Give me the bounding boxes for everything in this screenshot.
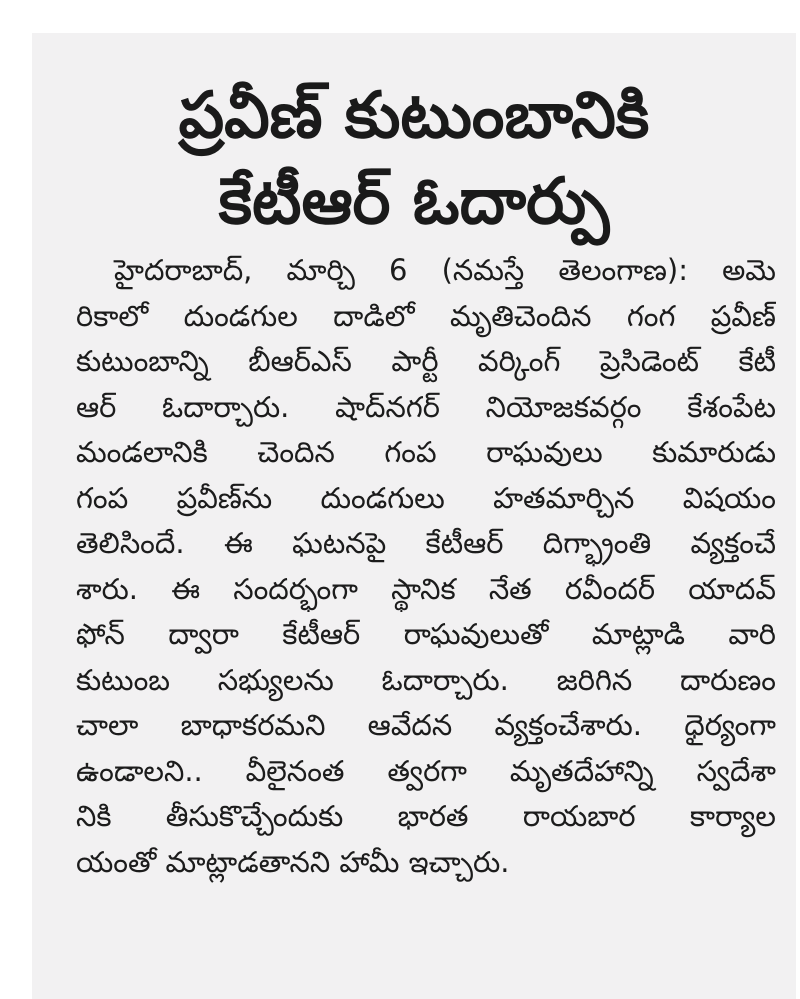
body-line: ఫోన్ ద్వారా కేటీఆర్ రాఘవులుతో మాట్లాడి వారి: [76, 617, 776, 651]
body-line: ఆర్ ఓదార్చారు. షాద్‌నగర్ నియోజకవర్గం కేశంపేట: [76, 389, 776, 424]
body-line: శారు. ఈ సందర్భంగా స్థానిక నేత రవీందర్ యాదవ్: [76, 571, 776, 606]
body-line: మండలానికి చెందిన గంప రాఘవులు కుమారుడు: [76, 435, 776, 469]
body-line: నికి తీసుకొచ్చేందుకు భారత రాయబార కార్యాల: [76, 799, 776, 833]
headline-line-2: కేటీఆర్ ఓదార్పు: [218, 165, 610, 239]
headline-line-1: ప్రవీణ్ కుటుంబానికి: [178, 79, 650, 153]
body-line: యంతో మాట్లాడతానని హామీ ఇచ్చారు.: [76, 844, 510, 879]
article-body: [76, 248, 776, 885]
headline: [32, 73, 796, 245]
body-line: గంప ప్రవీణ్‌ను దుండగులు హతమార్చిన విషయం: [76, 480, 776, 515]
body-line: ఉండాలని.. వీలైనంత త్వరగా మృతదేహాన్ని స్వదేశా: [76, 753, 776, 788]
news-clipping: [32, 33, 796, 999]
body-line: తెలిసిందే. ఈ ఘటనపై కేటీఆర్ దిగ్భ్రాంతి వ్యక్తంచే: [76, 526, 776, 560]
body-line: చాలా బాధాకరమని ఆవేదన వ్యక్తంచేశారు. ధైర్యంగా: [76, 708, 776, 742]
body-line: రికాలో దుండగుల దాడిలో మృతిచెందిన గంగ ప్రవీణ్: [76, 298, 776, 333]
body-line: కుటుంబాన్ని బీఆర్ఎస్ పార్టీ వర్కింగ్ ప్రెసిడెంట్ కేటీ: [76, 344, 776, 378]
body-line: కుటుంబ సభ్యులను ఓదార్చారు. జరిగిన దారుణం: [76, 662, 776, 697]
body-line: హైదరాబాద్, మార్చి 6 (నమస్తే తెలంగాణ): అమె: [114, 253, 776, 287]
